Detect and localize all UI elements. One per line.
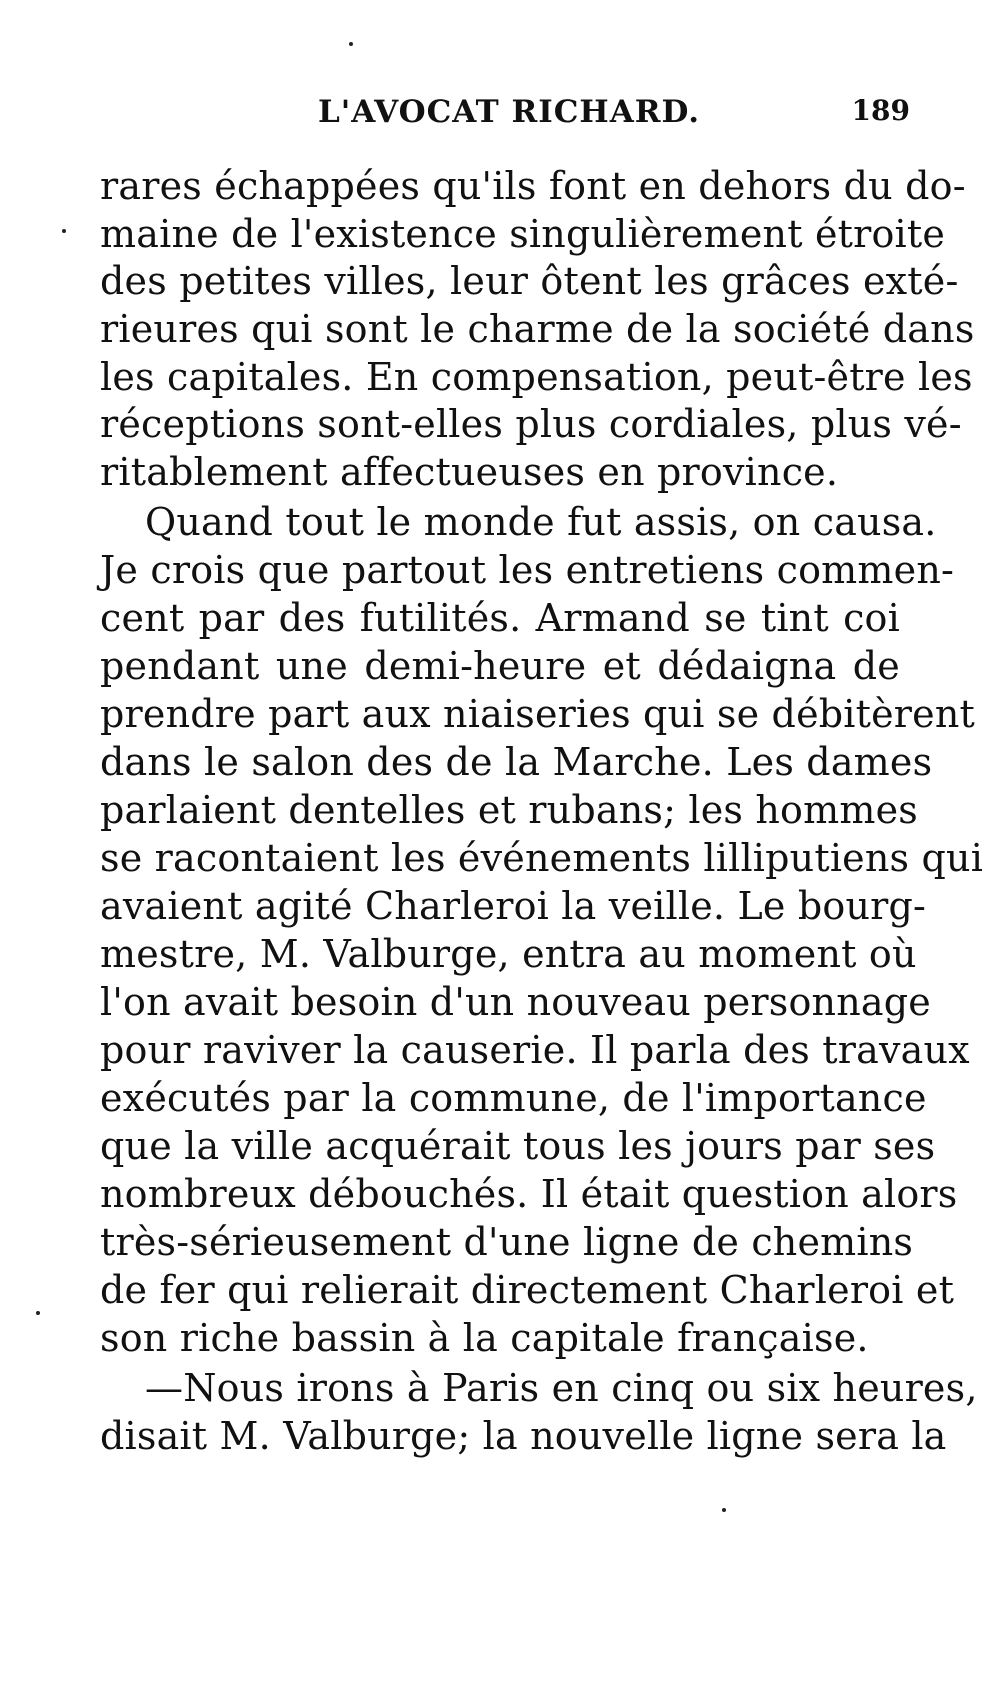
text-line: Quand tout le monde fut assis, on causa.: [145, 500, 937, 544]
text-line: rares échappées qu'ils font en dehors du do-: [100, 164, 966, 208]
paper-speck: [36, 1311, 40, 1315]
text-line: pour raviver la causerie. Il parla des travaux: [100, 1028, 970, 1072]
paper-speck: [722, 1508, 726, 1512]
text-line: réceptions sont-elles plus cordiales, plus vé-: [100, 402, 962, 446]
paper-speck: [349, 42, 353, 46]
page-number: 189: [851, 94, 910, 127]
text-line: les capitales. En compensation, peut-être les: [100, 355, 973, 399]
text-line: pendant une demi-heure et dédaigna de: [100, 644, 900, 688]
text-line: cent par des futilités. Armand se tint coi: [100, 596, 900, 640]
text-line: dans le salon des de la Marche. Les dames: [100, 740, 933, 784]
text-line: Je crois que partout les entretiens commen-: [100, 548, 955, 592]
text-line: parlaient dentelles et rubans; les hommes: [100, 788, 918, 832]
text-line: —Nous irons à Paris en cinq ou six heures,: [145, 1366, 978, 1410]
text-line: avaient agité Charleroi la veille. Le bourg-: [100, 884, 927, 928]
text-line: son riche bassin à la capitale française.: [100, 1316, 869, 1360]
text-line: l'on avait besoin d'un nouveau personnage: [100, 980, 931, 1024]
text-line: ritablement affectueuses en province.: [100, 450, 839, 494]
running-title: L'AVOCAT RICHARD.: [318, 94, 701, 130]
text-line: se racontaient les événements lilliputiens qui: [100, 836, 984, 880]
text-line: rieures qui sont le charme de la société dans: [100, 307, 975, 351]
text-line: nombreux débouchés. Il était question alors: [100, 1172, 958, 1216]
text-line: des petites villes, leur ôtent les grâces exté-: [100, 259, 959, 303]
text-line: maine de l'existence singulièrement étroite: [100, 212, 946, 256]
text-line: que la ville acquérait tous les jours par ses: [100, 1124, 936, 1168]
text-line: de fer qui relierait directement Charleroi et: [100, 1268, 955, 1312]
text-line: très-sérieusement d'une ligne de chemins: [100, 1220, 914, 1264]
text-line: prendre part aux niaiseries qui se débitèrent: [100, 692, 976, 736]
text-line: mestre, M. Valburge, entra au moment où: [100, 932, 917, 976]
paper-speck: [62, 229, 66, 233]
text-line: exécutés par la commune, de l'importance: [100, 1076, 927, 1120]
text-line: disait M. Valburge; la nouvelle ligne sera la: [100, 1414, 947, 1458]
